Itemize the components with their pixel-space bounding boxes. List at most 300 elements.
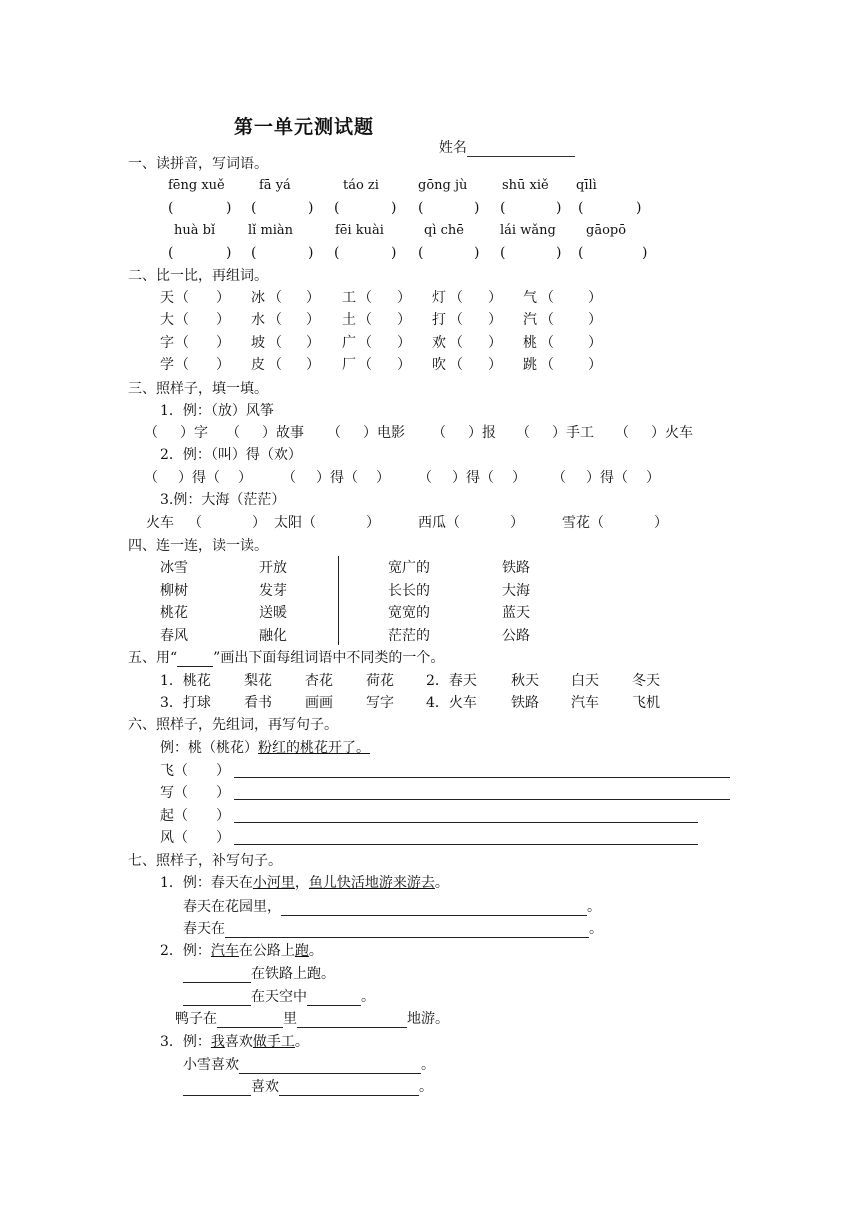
paren-close: ）	[488, 312, 502, 328]
s7-l2c-text-3: 地游。	[407, 1011, 449, 1027]
word-blank[interactable]	[372, 334, 397, 352]
paren-open: (	[418, 200, 424, 216]
match-left-pair[interactable]: 发芽	[259, 583, 287, 599]
compare-char: 冰	[251, 290, 265, 306]
answer-blank[interactable]	[261, 199, 304, 217]
answer-blank[interactable]	[344, 244, 387, 262]
s7-ex2-verb: 跑	[294, 943, 309, 959]
pinyin-item: fā yá	[259, 178, 291, 193]
group-word[interactable]: 飞机	[632, 695, 660, 711]
group-word[interactable]: 4．火车	[426, 695, 477, 711]
s7-ex1-comma: ，	[294, 875, 309, 891]
paren-open: （	[175, 335, 189, 351]
fill-blank[interactable]	[296, 469, 316, 487]
fill-word: 字	[194, 425, 208, 441]
section-7-heading: 七、照样子，补写句子。	[128, 853, 282, 869]
paren-close: )	[642, 245, 648, 261]
paren-open: (	[251, 200, 257, 216]
paren-close: )	[474, 200, 480, 216]
group-word[interactable]: 冬天	[632, 673, 660, 689]
paren-close: )	[308, 200, 314, 216]
section-5-heading	[128, 649, 444, 667]
pinyin-item: lái wǎng	[500, 223, 556, 238]
paren-close: ）	[216, 808, 230, 824]
s7-ex2-period: 。	[308, 943, 323, 959]
match-left-word[interactable]: 桃花	[160, 605, 188, 621]
paren-open: （	[614, 470, 628, 486]
word-blank[interactable]	[372, 356, 397, 374]
paren-close: )	[636, 200, 642, 216]
match-right-pair[interactable]: 铁路	[502, 560, 530, 576]
paren-close: ）	[216, 290, 230, 306]
paren-close: ）	[588, 357, 602, 373]
fill-blank[interactable]	[341, 424, 363, 442]
s7-ex1-period: 。	[434, 875, 449, 891]
compare-char: 水	[251, 312, 265, 328]
fill-blank[interactable]	[316, 514, 364, 532]
paren-open: （	[144, 470, 158, 486]
word-blank[interactable]	[282, 356, 306, 374]
paren-close: )	[391, 200, 397, 216]
compare-char: 学	[160, 357, 174, 373]
paren-close: ）	[552, 425, 566, 441]
fill-blank[interactable]	[358, 469, 376, 487]
paren-open: （	[540, 312, 554, 328]
group-word[interactable]: 画画	[305, 695, 333, 711]
paren-open: （	[174, 830, 188, 846]
match-right-word[interactable]: 长长的	[388, 583, 430, 599]
answer-blank[interactable]	[178, 244, 222, 262]
paren-open: （	[590, 515, 604, 531]
answer-blank[interactable]	[510, 244, 552, 262]
s7-line-3a[interactable]	[183, 1056, 435, 1074]
paren-open: （	[282, 470, 296, 486]
s7-l2c-blank-2[interactable]	[297, 1013, 407, 1028]
s7-ex2-mid: 在公路上	[238, 943, 295, 959]
paren-close: ）	[363, 425, 377, 441]
paren-open: （	[449, 335, 463, 351]
match-right-word[interactable]: 宽宽的	[388, 605, 430, 621]
paren-close: ）	[654, 515, 668, 531]
s7-ex3-object: 做手工	[252, 1034, 295, 1050]
paren-close: ）	[366, 515, 380, 531]
word-blank[interactable]	[372, 289, 397, 307]
s7-l3b-text: 喜欢	[251, 1079, 279, 1095]
paren-open: （	[175, 357, 189, 373]
answer-blank[interactable]	[510, 199, 552, 217]
paren-close: ）	[651, 425, 665, 441]
word-blank[interactable]	[282, 334, 306, 352]
paren-close: ）	[488, 357, 502, 373]
pinyin-item: qì chē	[424, 223, 464, 238]
s6-example-pre: 例：桃（桃花）	[160, 740, 258, 756]
paren-open: (	[578, 200, 584, 216]
group-word[interactable]: 荷花	[366, 673, 394, 689]
s7-l2a-blank[interactable]	[183, 968, 251, 983]
group-word[interactable]: 秋天	[511, 673, 539, 689]
fill-blank[interactable]	[240, 424, 262, 442]
s7-ex1-place: 小河里	[252, 875, 295, 891]
answer-blank[interactable]	[178, 199, 222, 217]
fill-blank[interactable]	[202, 514, 250, 532]
paren-open: (	[418, 245, 424, 261]
word-blank[interactable]	[463, 356, 488, 374]
word-blank[interactable]	[554, 334, 588, 352]
s7-ex3-period: 。	[294, 1034, 309, 1050]
compose-char: 起	[160, 808, 174, 824]
de-char: 得	[600, 470, 614, 486]
group-word[interactable]: 汽车	[571, 695, 599, 711]
match-left-pair[interactable]: 送暖	[259, 605, 287, 621]
match-left-word[interactable]: 春风	[160, 628, 188, 644]
group-word[interactable]: 2．春天	[426, 673, 477, 689]
paren-close: ）	[216, 830, 230, 846]
fill-word: 故事	[276, 425, 304, 441]
paren-open: （	[449, 312, 463, 328]
s7-ex2-subject: 汽车	[210, 943, 239, 959]
paren-open: （	[268, 357, 282, 373]
paren-close: )	[474, 245, 480, 261]
compare-char: 厂	[342, 357, 356, 373]
paren-open: （	[206, 470, 220, 486]
example-2: 2．例：（叫）得（欢）	[160, 447, 302, 463]
s7-l2b-blank-1[interactable]	[183, 991, 251, 1006]
group-word[interactable]: 1．桃花	[160, 673, 211, 689]
example-1: 1．例：（放）风筝	[160, 403, 274, 419]
paren-open: （	[540, 357, 554, 373]
fill-blank[interactable]	[460, 514, 508, 532]
answer-blank[interactable]	[428, 244, 470, 262]
paren-open: （	[480, 470, 494, 486]
name-label: 姓名	[438, 140, 467, 156]
paren-close: )	[556, 245, 562, 261]
paren-open: （	[446, 515, 460, 531]
group-word[interactable]: 白天	[571, 673, 599, 689]
pinyin-item: gāopō	[586, 223, 627, 238]
paren-open: （	[302, 515, 316, 531]
divider-line	[338, 556, 339, 645]
paren-open: （	[268, 312, 282, 328]
fill-blank[interactable]	[158, 424, 180, 442]
answer-blank[interactable]	[588, 244, 638, 262]
s7-l2c-text-2: 里	[283, 1011, 297, 1027]
s7-l1b-blank[interactable]	[225, 923, 589, 938]
fill-blank[interactable]	[566, 469, 586, 487]
word-blank[interactable]	[189, 289, 216, 307]
s7-l2a-text: 在铁路上跑。	[251, 966, 335, 982]
paren-open: （	[540, 335, 554, 351]
s7-l2c-blank-1[interactable]	[217, 1013, 283, 1028]
paren-open: (	[168, 245, 174, 261]
fill-blank[interactable]	[530, 424, 552, 442]
word-blank[interactable]	[463, 311, 488, 329]
word-blank[interactable]	[282, 289, 306, 307]
s7-l2b-blank-2[interactable]	[307, 991, 361, 1006]
fill-word: 西瓜	[418, 515, 446, 531]
paren-open: (	[251, 245, 257, 261]
fill-blank[interactable]	[432, 469, 452, 487]
match-right-word[interactable]: 宽广的	[388, 560, 430, 576]
answer-blank[interactable]	[344, 199, 387, 217]
paren-open: （	[188, 515, 202, 531]
paren-open: （	[358, 290, 372, 306]
section-1-heading: 一、读拼音，写词语。	[128, 156, 268, 172]
group-word[interactable]: 杏花	[305, 673, 333, 689]
paren-close: ）	[306, 290, 320, 306]
paren-close: ）	[397, 357, 411, 373]
paren-open: （	[144, 425, 158, 441]
fill-word: 雪花	[562, 515, 590, 531]
answer-blank[interactable]	[588, 199, 632, 217]
paren-open: (	[500, 245, 506, 261]
match-right-word[interactable]: 茫茫的	[388, 628, 430, 644]
paren-close: ）	[316, 470, 330, 486]
paren-close: ）	[216, 312, 230, 328]
sentence-line[interactable]	[234, 799, 730, 800]
paren-close: ）	[488, 290, 502, 306]
paren-open: （	[552, 470, 566, 486]
paren-close: ）	[216, 335, 230, 351]
s7-l3a-blank[interactable]	[239, 1059, 421, 1074]
match-left-pair[interactable]: 开放	[259, 560, 287, 576]
paren-open: （	[174, 785, 188, 801]
de-char: 得	[192, 470, 206, 486]
s5-heading-post: ”画出下面每组词语中不同类的一个。	[213, 650, 445, 666]
s6-example-sentence: 粉红的桃花开了。	[258, 740, 370, 756]
underline-sample	[177, 652, 213, 667]
word-blank[interactable]	[463, 334, 488, 352]
word-blank[interactable]	[554, 311, 588, 329]
compare-char: 打	[432, 312, 446, 328]
fill-word: 手工	[566, 425, 594, 441]
paren-open: （	[344, 470, 358, 486]
word-blank[interactable]	[372, 311, 397, 329]
fill-blank[interactable]	[629, 424, 651, 442]
paren-close: ）	[216, 357, 230, 373]
word-blank[interactable]	[188, 807, 216, 825]
word-blank[interactable]	[282, 311, 306, 329]
paren-close: )	[226, 245, 232, 261]
section-4-heading: 四、连一连，读一读。	[128, 538, 268, 554]
paren-open: （	[268, 290, 282, 306]
sentence-line[interactable]	[234, 844, 698, 845]
paren-open: (	[334, 245, 340, 261]
s5-heading-pre: 五、用“	[128, 650, 178, 666]
s7-example-1	[160, 874, 449, 892]
compare-char: 桃	[523, 335, 537, 351]
sentence-line[interactable]	[234, 822, 698, 823]
word-blank[interactable]	[554, 356, 588, 374]
s7-l2c-text-1: 鸭子在	[175, 1011, 217, 1027]
paren-close: ）	[397, 312, 411, 328]
paren-close: ）	[512, 470, 526, 486]
paren-close: )	[226, 200, 232, 216]
pinyin-item: qīlì	[576, 178, 597, 193]
paren-close: ）	[178, 470, 192, 486]
example-3: 3.例：大海（茫茫）	[160, 492, 286, 508]
compare-char: 广	[342, 335, 356, 351]
paren-open: （	[418, 470, 432, 486]
s7-l3a-text: 小雪喜欢	[183, 1057, 239, 1073]
paren-close: ）	[252, 515, 266, 531]
paren-close: )	[556, 200, 562, 216]
match-left-word[interactable]: 冰雪	[160, 560, 188, 576]
match-left-pair[interactable]: 融化	[259, 628, 287, 644]
paren-open: （	[175, 312, 189, 328]
paren-close: ）	[510, 515, 524, 531]
paren-open: （	[174, 808, 188, 824]
paren-close: )	[391, 245, 397, 261]
paren-open: （	[449, 290, 463, 306]
paren-close: ）	[376, 470, 390, 486]
paren-open: （	[432, 425, 446, 441]
group-word[interactable]: 铁路	[511, 695, 539, 711]
answer-blank[interactable]	[428, 199, 470, 217]
pinyin-item: shū xiě	[502, 178, 549, 193]
group-word[interactable]: 看书	[244, 695, 272, 711]
paren-close: ）	[262, 425, 276, 441]
fill-blank[interactable]	[604, 514, 652, 532]
word-blank[interactable]	[189, 334, 216, 352]
paren-open: (	[334, 200, 340, 216]
s7-l2b-text: 在天空中	[251, 989, 307, 1005]
fill-word: 太阳	[274, 515, 302, 531]
compare-char: 天	[160, 290, 174, 306]
fill-blank[interactable]	[220, 469, 238, 487]
compare-char: 汽	[523, 312, 537, 328]
paren-close: ）	[588, 312, 602, 328]
paren-close: ）	[646, 470, 660, 486]
fill-word: 电影	[377, 425, 405, 441]
paren-close: ）	[306, 357, 320, 373]
fill-blank[interactable]	[446, 424, 468, 442]
paren-close: ）	[468, 425, 482, 441]
paren-open: （	[615, 425, 629, 441]
page-title: 第一单元测试题	[234, 116, 375, 138]
s7-ex3-subject: 我	[210, 1034, 225, 1050]
name-field[interactable]	[430, 121, 575, 157]
pinyin-item: fēng xuě	[168, 178, 225, 193]
s7-line-2b[interactable]	[183, 988, 375, 1006]
compose-char: 飞	[160, 763, 174, 779]
paren-open: （	[516, 425, 530, 441]
pinyin-item: huà bǐ	[174, 223, 216, 238]
compare-char: 跳	[523, 357, 537, 373]
match-right-pair[interactable]: 蓝天	[502, 605, 530, 621]
paren-open: (	[500, 200, 506, 216]
fill-word: 报	[482, 425, 496, 441]
s7-l1a-blank[interactable]	[281, 901, 587, 916]
word-blank[interactable]	[189, 356, 216, 374]
fill-blank[interactable]	[494, 469, 512, 487]
section-2-heading: 二、比一比，再组词。	[128, 268, 268, 284]
s7-example-2	[160, 942, 323, 960]
section-3-heading: 三、照样子，填一填。	[128, 381, 268, 397]
fill-blank[interactable]	[158, 469, 178, 487]
word-blank[interactable]	[188, 784, 216, 802]
fill-blank[interactable]	[628, 469, 646, 487]
compare-char: 土	[342, 312, 356, 328]
word-blank[interactable]	[554, 289, 588, 307]
compose-char: 写	[160, 785, 174, 801]
de-char: 得	[330, 470, 344, 486]
section-6-heading: 六、照样子，先组词，再写句子。	[128, 717, 338, 733]
match-right-pair[interactable]: 公路	[502, 628, 530, 644]
compare-char: 欢	[432, 335, 446, 351]
s7-ex1-action: 鱼儿快活地游来游去	[308, 875, 435, 891]
s7-l1a-period: 。	[587, 899, 601, 915]
s7-line-2c[interactable]	[175, 1010, 449, 1028]
paren-open: （	[449, 357, 463, 373]
s7-line-2a[interactable]	[183, 965, 335, 983]
paren-close: ）	[180, 425, 194, 441]
s7-example-3	[160, 1033, 309, 1051]
de-char: 得	[466, 470, 480, 486]
pinyin-item: lǐ miàn	[248, 223, 294, 238]
compare-char: 大	[160, 312, 174, 328]
s7-l3b-blank-2[interactable]	[279, 1081, 419, 1096]
s7-line-3b[interactable]	[183, 1078, 433, 1096]
paren-close: ）	[397, 290, 411, 306]
paren-close: ）	[488, 335, 502, 351]
compare-char: 吹	[432, 357, 446, 373]
paren-close: ）	[306, 335, 320, 351]
paren-open: （	[226, 425, 240, 441]
answer-blank[interactable]	[261, 244, 304, 262]
s7-l1b-text: 春天在	[183, 921, 225, 937]
s7-l3b-blank-1[interactable]	[183, 1081, 251, 1096]
group-word[interactable]: 3．打球	[160, 695, 211, 711]
group-word[interactable]: 梨花	[244, 673, 272, 689]
s6-example	[160, 739, 370, 757]
paren-open: （	[174, 763, 188, 779]
compare-char: 皮	[251, 357, 265, 373]
paren-open: （	[540, 290, 554, 306]
paren-close: ）	[216, 763, 230, 779]
paren-open: (	[168, 200, 174, 216]
s7-ex2-pre: 2．例：	[160, 943, 211, 959]
pinyin-item: fēi kuài	[335, 223, 384, 238]
word-blank[interactable]	[189, 311, 216, 329]
s7-ex1-pre: 1．例：春天在	[160, 875, 253, 891]
match-right-pair[interactable]: 大海	[502, 583, 530, 599]
paren-close: ）	[238, 470, 252, 486]
compose-char: 风	[160, 830, 174, 846]
compare-char: 灯	[432, 290, 446, 306]
paren-close: ）	[588, 335, 602, 351]
pinyin-item: gōng jù	[418, 178, 468, 193]
s7-line-1b[interactable]	[183, 920, 603, 938]
s7-ex3-verb: 喜欢	[224, 1034, 253, 1050]
paren-close: ）	[452, 470, 466, 486]
paren-close: )	[308, 245, 314, 261]
paren-open: (	[578, 245, 584, 261]
s7-line-1a[interactable]	[183, 898, 601, 916]
paren-close: ）	[588, 290, 602, 306]
pinyin-item: táo zi	[343, 178, 379, 193]
word-blank[interactable]	[188, 762, 216, 780]
paren-close: ）	[216, 785, 230, 801]
compare-char: 字	[160, 335, 174, 351]
word-blank[interactable]	[463, 289, 488, 307]
name-blank[interactable]	[467, 142, 575, 157]
sentence-line[interactable]	[234, 777, 730, 778]
paren-close: ）	[586, 470, 600, 486]
paren-open: （	[175, 290, 189, 306]
match-left-word[interactable]: 柳树	[160, 583, 188, 599]
group-word[interactable]: 写字	[366, 695, 394, 711]
word-blank[interactable]	[188, 829, 216, 847]
